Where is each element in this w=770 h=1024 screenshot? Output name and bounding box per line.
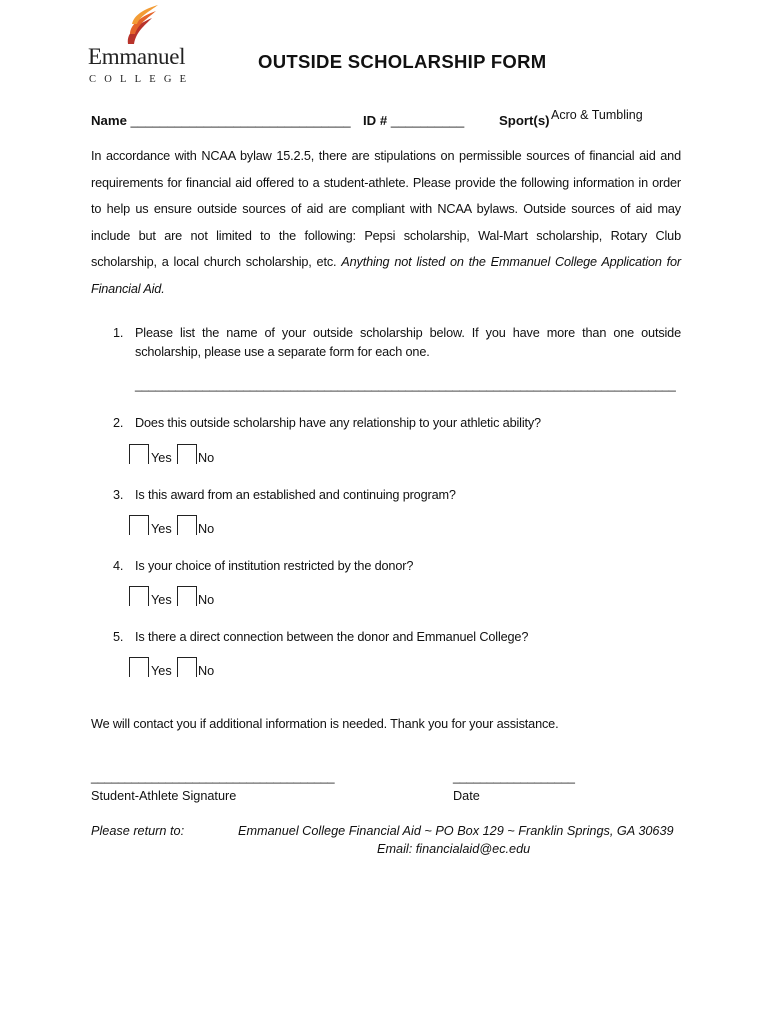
question-4 xyxy=(113,557,681,577)
yes-label: Yes xyxy=(151,522,172,536)
sport-input[interactable]: Acro & Tumbling xyxy=(551,108,643,122)
closing-note: We will contact you if additional information is needed. Thank you for your assistance. xyxy=(91,717,559,731)
no-label: No xyxy=(198,522,215,536)
question-number: 2. xyxy=(113,416,124,430)
id-input-line[interactable]: __________ xyxy=(390,113,465,128)
signature-input-line[interactable]: ____________________________________ xyxy=(91,770,335,784)
scholarship-name-input-line[interactable]: ________________________________________________________________________________ xyxy=(135,378,676,392)
yes-checkbox[interactable] xyxy=(129,444,149,464)
name-label: Name xyxy=(91,113,127,128)
no-checkbox[interactable] xyxy=(177,586,197,606)
question-number: 3. xyxy=(113,488,124,502)
no-label: No xyxy=(198,451,215,465)
question-3 xyxy=(113,486,681,506)
question-text: Does this outside scholarship have any relationship to your athletic ability? xyxy=(135,416,541,430)
yes-label: Yes xyxy=(151,593,172,607)
question-5 xyxy=(113,628,681,648)
flame-logo-icon xyxy=(120,4,160,46)
no-label: No xyxy=(198,664,215,678)
id-label: ID # xyxy=(363,113,388,128)
name-input-line[interactable]: ______________________________ xyxy=(130,113,351,128)
no-checkbox[interactable] xyxy=(177,657,197,677)
yes-checkbox[interactable] xyxy=(129,657,149,677)
college-logo xyxy=(86,4,196,86)
intro-paragraph xyxy=(91,143,681,303)
question-text: Is this award from an established and continuing program? xyxy=(135,488,456,502)
form-title: OUTSIDE SCHOLARSHIP FORM xyxy=(258,51,547,72)
yes-checkbox[interactable] xyxy=(129,515,149,535)
signature-label: Student-Athlete Signature xyxy=(91,789,237,803)
name-field xyxy=(91,113,351,128)
question-number: 1. xyxy=(113,326,124,340)
question-1 xyxy=(113,324,681,364)
id-field xyxy=(363,113,464,128)
question-text: Is your choice of institution restricted by the donor? xyxy=(135,559,414,573)
yes-checkbox[interactable] xyxy=(129,586,149,606)
logo-subtitle: COLLEGE xyxy=(89,74,195,85)
no-checkbox[interactable] xyxy=(177,515,197,535)
return-label: Please return to: xyxy=(91,824,185,838)
question-number: 5. xyxy=(113,630,124,644)
question-text: Please list the name of your outside scholarship below. If you have more than one outside scholarship, please use a separate form for each one. xyxy=(135,326,681,359)
logo-wordmark: Emmanuel xyxy=(88,44,186,69)
sport-label: Sport(s) xyxy=(499,113,550,128)
return-email: Email: financialaid@ec.edu xyxy=(377,842,531,856)
question-number: 4. xyxy=(113,559,124,573)
question-2 xyxy=(113,414,681,434)
intro-text: In accordance with NCAA bylaw 15.2.5, there are stipulations on permissible sources of financial aid and requirements for financial aid offered to a student-athlete. Please provide the following information in order to help us ensure outside sources of aid are compliant with NCAA bylaws. Outside sources of aid may include but are not limited to the following: Pepsi scholarship, Wal-Mart scholarship, Rotary Club scholarship, a local church scholarship, etc. xyxy=(91,149,681,270)
question-text: Is there a direct connection between the donor and Emmanuel College? xyxy=(135,630,529,644)
date-label: Date xyxy=(453,789,480,803)
no-checkbox[interactable] xyxy=(177,444,197,464)
no-label: No xyxy=(198,593,215,607)
intro-emphasis: Anything not listed on the Emmanuel College Application for Financial Aid. xyxy=(91,255,681,296)
yes-label: Yes xyxy=(151,664,172,678)
yes-label: Yes xyxy=(151,451,172,465)
return-address: Emmanuel College Financial Aid ~ PO Box 129 ~ Franklin Springs, GA 30639 xyxy=(238,824,674,838)
date-input-line[interactable]: __________________ xyxy=(453,770,575,784)
